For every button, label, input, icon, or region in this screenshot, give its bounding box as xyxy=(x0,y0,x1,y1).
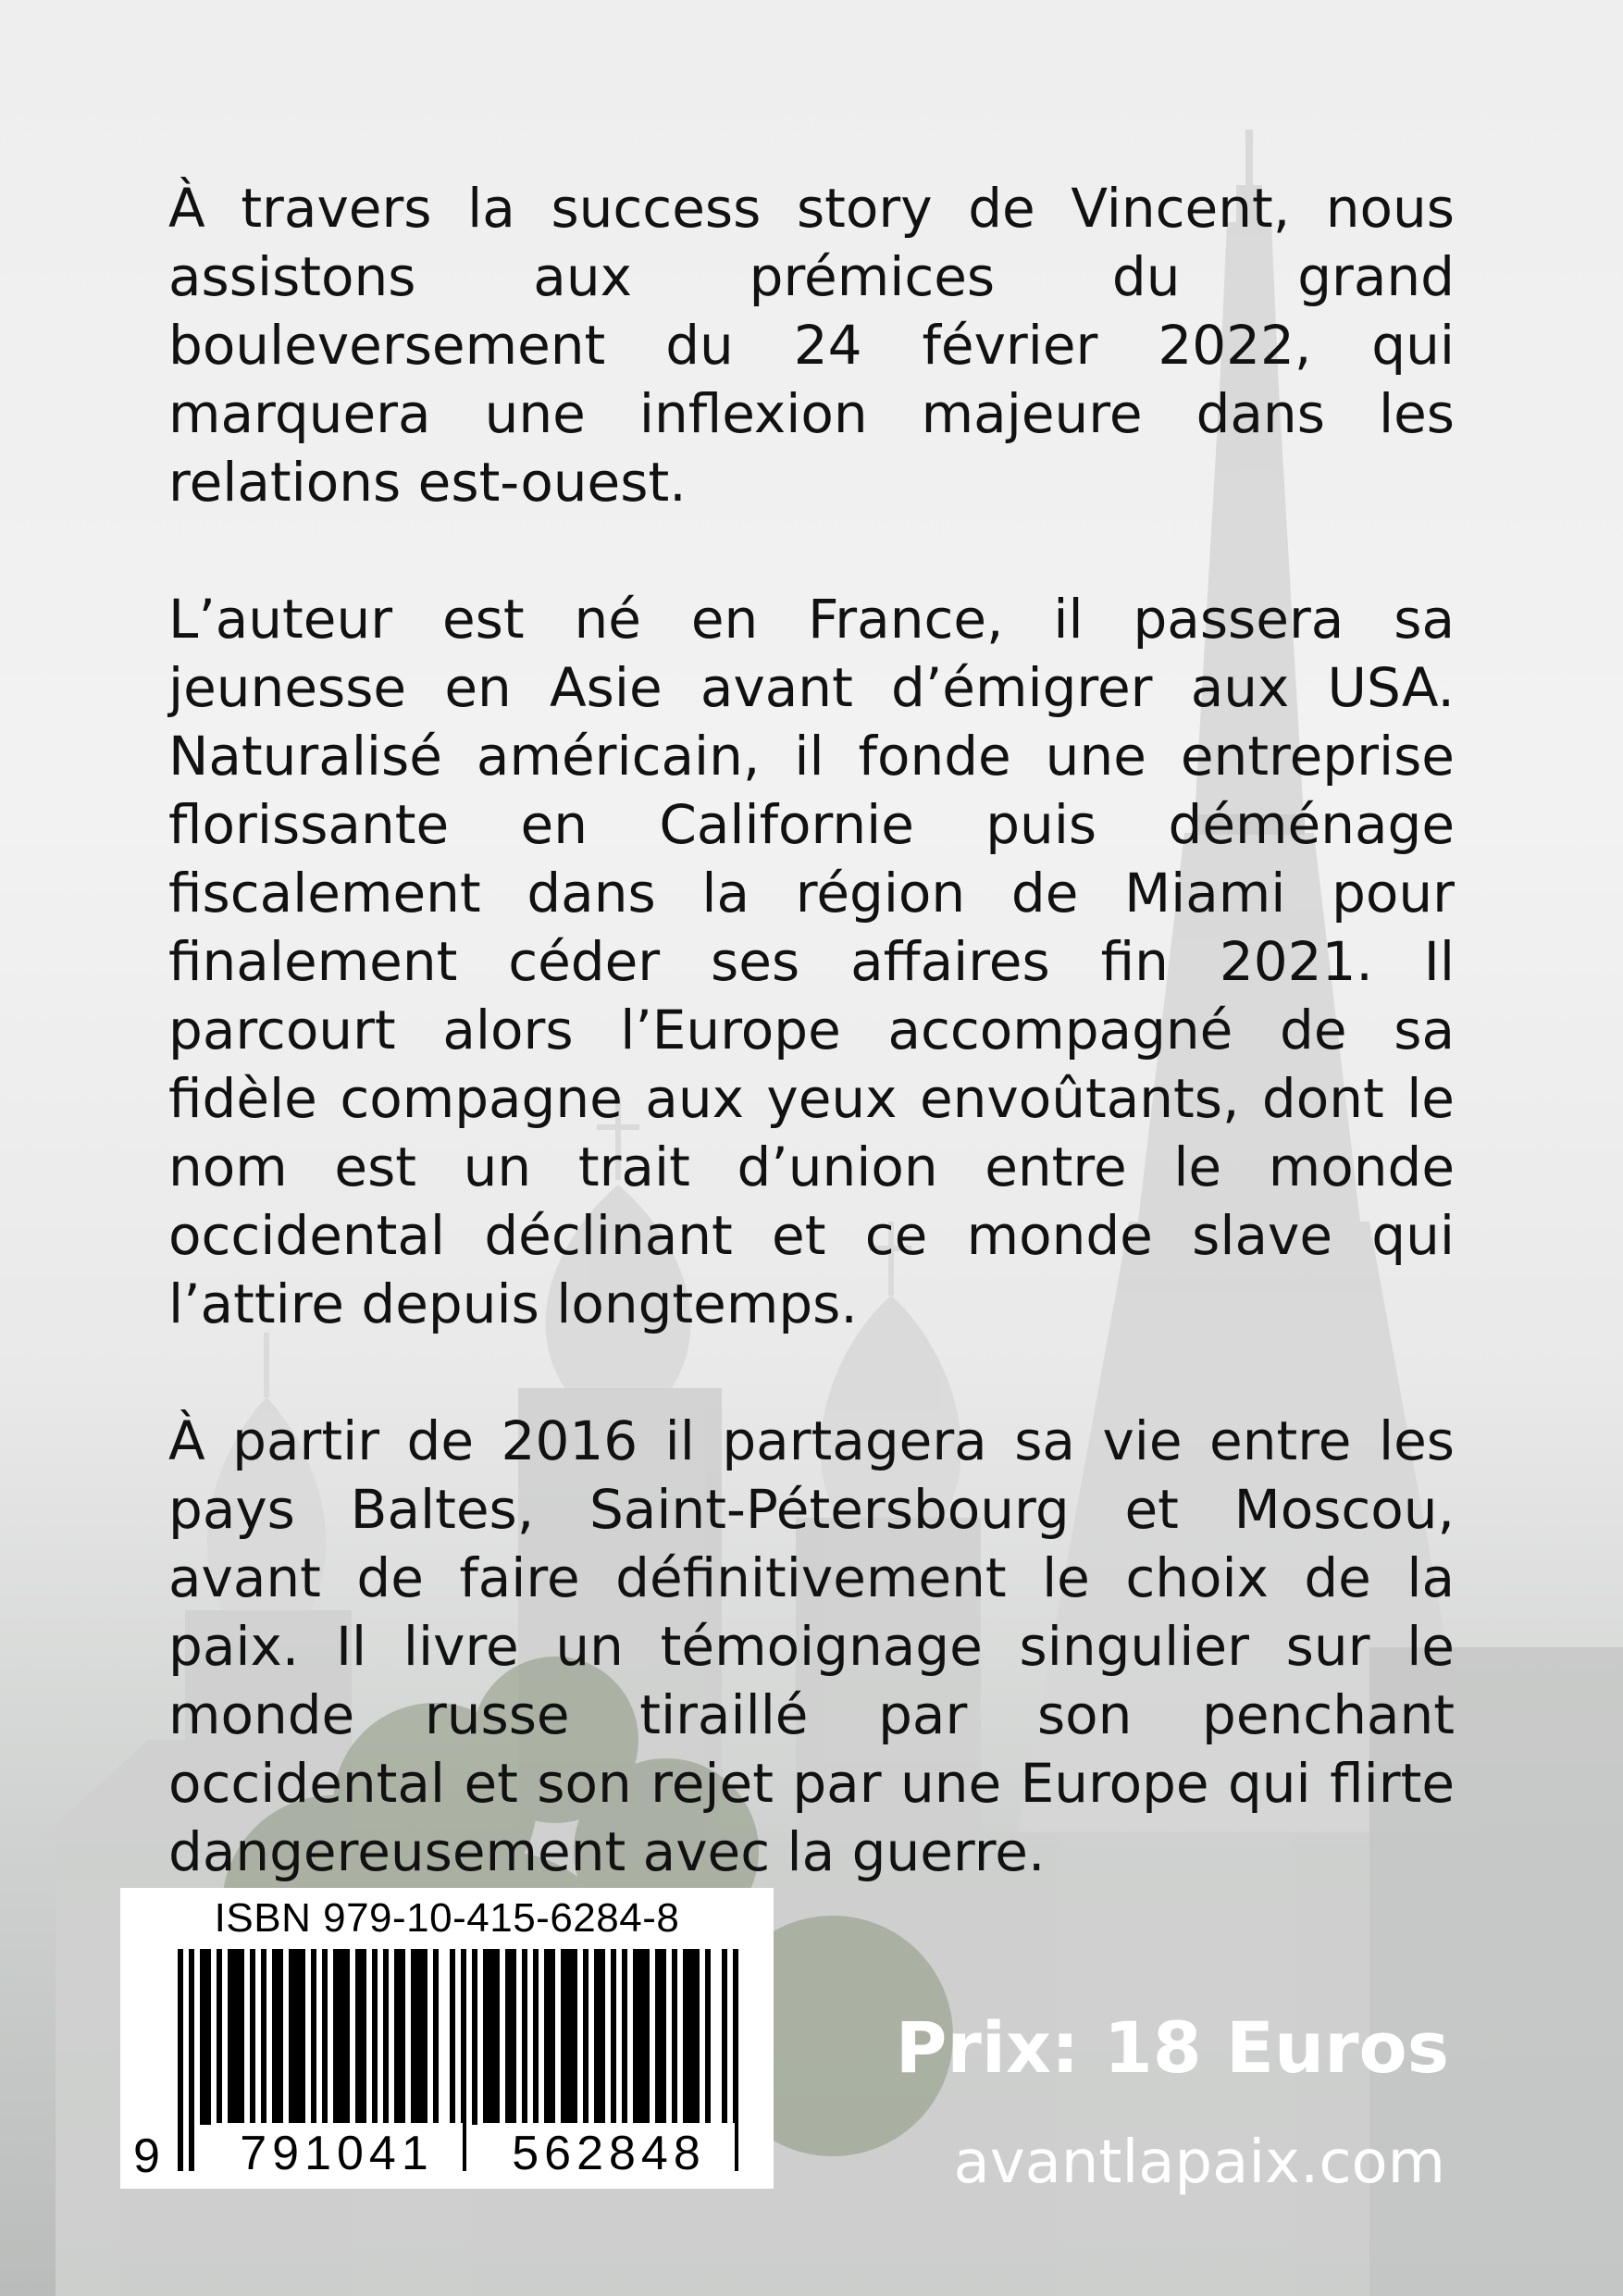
blurb-paragraph-3: À partir de 2016 il partagera sa vie entre les pays Baltes, Saint-Pétersbourg et Moscou, avant de faire définitivement le choix de la paix. Il livre un témoignage singulier sur le monde russe tiraillé par son penchant occidental et son rejet par une Europe qui flirte dangereusement avec la guerre. xyxy=(168,1409,1455,1883)
ean-right-digits: 562848 xyxy=(483,2123,735,2184)
ean-first-digit: 9 xyxy=(133,2129,160,2183)
blurb xyxy=(168,174,1455,1886)
isbn-barcode xyxy=(120,1888,774,2189)
blurb-paragraph-2: L’auteur est né en France, il passera sa jeunesse en Asie avant d’émigrer aux USA. Naturalisé américain, il fonde une entreprise florissante en Californie puis déménage fiscalement dans la région de Miami pour finalement céder ses affaires fin 2021. Il parcourt alors l’Europe accompagné de sa fidèle compagne aux yeux envoûtants, dont le nom est un trait d’union entre le monde occidental déclinant et ce monde slave qui l’attire depuis longtemps. xyxy=(168,588,1455,1335)
isbn-label: ISBN 979-10-415-6284-8 xyxy=(214,1895,680,1941)
blurb-paragraph-1: À travers la success story de Vincent, nous assistons aux prémices du grand bouleversement du 24 février 2022, qui marquera une inflexion majeure dans les relations est-ouest. xyxy=(168,177,1455,514)
website-url: avantlapaix.com xyxy=(953,2128,1445,2197)
ean-left-digits: 791041 xyxy=(211,2123,463,2184)
price-label: Prix: 18 Euros xyxy=(895,2006,1449,2089)
